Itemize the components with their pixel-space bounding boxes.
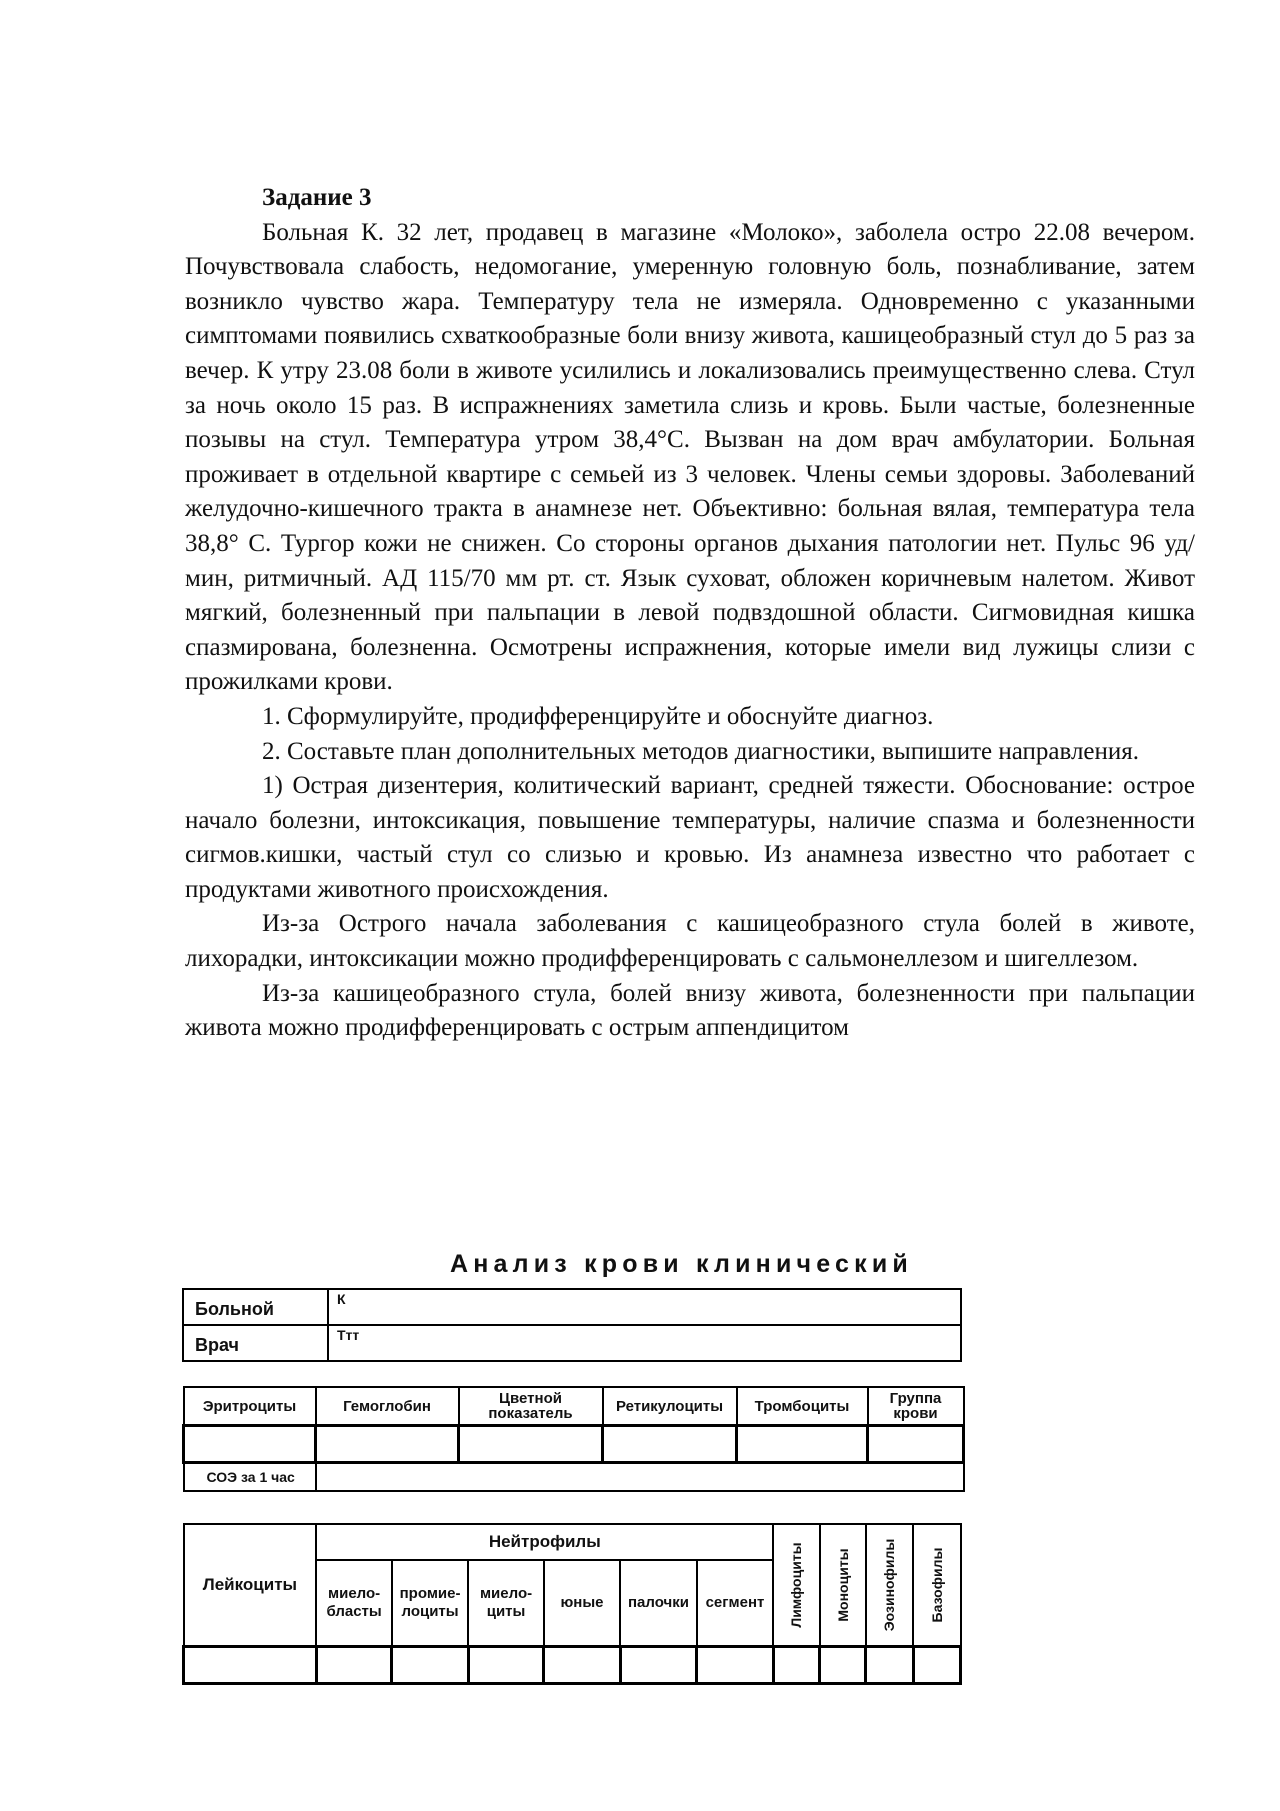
col-promyelocytes: промие-лоциты xyxy=(392,1560,468,1646)
case-description: Больная К. 32 лет, продавец в магазине «Молоко», заболела остро 22.08 вечером. Почувствовала слабость, недомогание, умеренную головную боль, познабливание, затем возникло чувство жара. Температуру тела не измеряла. Одновременно с указанными симптомами появились схваткообразные боли внизу живота, кашицеобразный стул до 5 раз за вечер. К утру 23.08 боли в животе усилились и локализовались преимущественно слева. Стул за ночь около 15 раз. В испражнениях заметила слизь и кровь. Были частые, болезненные позывы на стул. Температура утром 38,4°С. Вызван на дом врач амбулатории. Больная проживает в отдельной квартире с семьей из 3 человек. Члены семьи здоровы. Заболеваний желудочно-кишечного тракта в анамнезе нет. Объективно: больная вялая, температура тела 38,8° С. Тургор кожи не снижен. Со стороны органов дыхания патологии нет. Пульс 96 уд/мин, ритмичный. АД 115/70 мм рт. ст. Язык суховат, обложен коричневым налетом. Живот мягкий, болезненный при пальпации в левой подвздошной области. Сигмовидная кишка спазмирована, болезненна. Осмотрены испражнения, которые имели вид лужицы слизи с прожилками крови. xyxy=(185,218,1195,696)
blood-counts-table xyxy=(182,1386,965,1492)
erythrocytes-field[interactable] xyxy=(184,1426,316,1463)
col-monocytes: Моноциты xyxy=(820,1524,866,1647)
reticulocytes-field[interactable] xyxy=(603,1426,737,1463)
task-heading: Задание 3 xyxy=(262,184,372,211)
col-lymphocytes: Лимфоциты xyxy=(773,1524,819,1647)
monocytes-field[interactable] xyxy=(820,1647,866,1684)
col-reticulocytes: Ретикулоциты xyxy=(603,1387,737,1426)
col-platelets: Тромбоциты xyxy=(737,1387,868,1426)
promyelocytes-field[interactable] xyxy=(392,1647,468,1684)
col-band: палочки xyxy=(620,1560,696,1646)
answer-differential-1: Из-за Острого начала заболевания с кашицеобразного стула болей в животе, лихорадки, интоксикации можно продифференцировать с сальмонеллезом и шигеллезом. xyxy=(185,910,1195,973)
question-2: 2. Составьте план дополнительных методов диагностики, выпишите направления. xyxy=(262,737,1140,765)
doctor-label: Врач xyxy=(183,1325,328,1361)
color-index-field[interactable] xyxy=(459,1426,603,1463)
col-eosinophils: Эозинофилы xyxy=(866,1524,913,1647)
hemoglobin-field[interactable] xyxy=(316,1426,459,1463)
col-basophils: Базофилы xyxy=(913,1524,960,1647)
col-segmented: сегмент xyxy=(697,1560,774,1646)
blood-form-title: Анализ крови клинический xyxy=(450,1250,913,1278)
lymphocytes-field[interactable] xyxy=(773,1647,819,1684)
col-hemoglobin: Гемоглобин xyxy=(316,1387,459,1426)
basophils-field[interactable] xyxy=(913,1647,960,1684)
question-1: 1. Сформулируйте, продифференцируйте и обоснуйте диагноз. xyxy=(262,702,934,730)
col-color-index: Цветной показатель xyxy=(459,1387,603,1426)
young-field[interactable] xyxy=(544,1647,620,1684)
col-blood-group: Группа крови xyxy=(868,1387,964,1426)
answer-differential-2: Из-за кашицеобразного стула, болей внизу живота, болезненности при пальпации живота можно продифференцировать с острым аппендицитом xyxy=(185,979,1195,1042)
doctor-value-field[interactable]: Ттт xyxy=(328,1325,961,1361)
platelets-field[interactable] xyxy=(737,1426,868,1463)
blood-group-field[interactable] xyxy=(868,1426,964,1463)
patient-info-table xyxy=(182,1288,962,1362)
col-myelocytes: миело-циты xyxy=(468,1560,543,1646)
leukocyte-formula-table xyxy=(182,1523,962,1685)
patient-value-field[interactable]: К xyxy=(328,1289,961,1325)
neutrophils-label: Нейтрофилы xyxy=(316,1524,773,1560)
patient-label: Больной xyxy=(183,1289,328,1325)
col-myeloblasts: миело-бласты xyxy=(316,1560,391,1646)
task-text-block xyxy=(185,181,1195,1046)
eosinophils-field[interactable] xyxy=(866,1647,913,1684)
esr-field[interactable] xyxy=(316,1463,964,1492)
col-young: юные xyxy=(544,1560,620,1646)
esr-label: СОЭ за 1 час xyxy=(184,1463,316,1492)
answer-diagnosis: 1) Острая дизентерия, колитический вариант, средней тяжести. Обоснование: острое начало болезни, интоксикация, повышение температуры, наличие спазма и болезненности сигмов.кишки, частый стул со слизью и кровью. Из анамнеза известно что работает с продуктами животного происхождения. xyxy=(185,772,1195,903)
leukocytes-field[interactable] xyxy=(184,1647,317,1684)
leukocytes-label: Лейкоциты xyxy=(184,1524,317,1647)
myeloblasts-field[interactable] xyxy=(316,1647,391,1684)
myelocytes-field[interactable] xyxy=(468,1647,543,1684)
segmented-field[interactable] xyxy=(697,1647,774,1684)
band-field[interactable] xyxy=(620,1647,696,1684)
col-erythrocytes: Эритроциты xyxy=(184,1387,316,1426)
